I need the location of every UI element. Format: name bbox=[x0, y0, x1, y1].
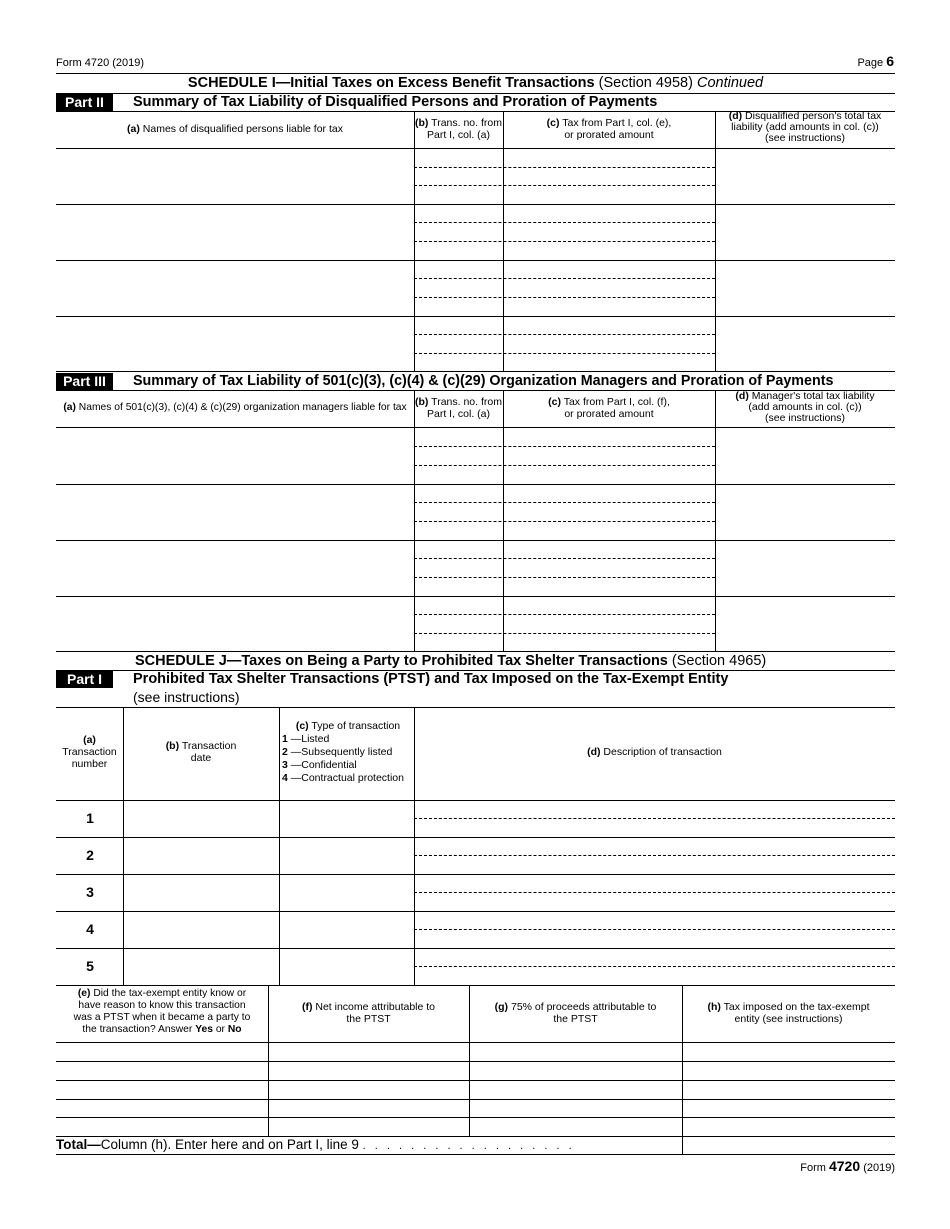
schedule-j-title-bold: SCHEDULE J—Taxes on Being a Party to Prohibited Tax Shelter Transactions bbox=[135, 653, 668, 669]
part2-total-field[interactable] bbox=[716, 261, 894, 316]
part3-total-field[interactable] bbox=[716, 541, 894, 596]
part2-name-field[interactable] bbox=[57, 317, 413, 371]
part2-col-b-header: (b) Trans. no. from Part I, col. (a) bbox=[415, 117, 502, 141]
part2-total-field[interactable] bbox=[716, 317, 894, 371]
transaction-type-field[interactable] bbox=[280, 838, 413, 873]
tax-imposed-field[interactable] bbox=[683, 1043, 894, 1060]
partj1-col-d-header: (d) Description of transaction bbox=[587, 746, 722, 758]
net-income-field[interactable] bbox=[269, 1043, 468, 1060]
answer-yes-no-field[interactable] bbox=[57, 1043, 267, 1060]
partj1-col-b-header: (b) Transaction date bbox=[165, 740, 237, 764]
part3-name-field[interactable] bbox=[57, 541, 413, 596]
total-column-h-field[interactable] bbox=[683, 1137, 894, 1153]
transaction-date-field[interactable] bbox=[124, 801, 278, 836]
page-label: Page bbox=[857, 57, 884, 69]
transaction-type-field[interactable] bbox=[280, 912, 413, 947]
schedule-i-section: (Section 4958) bbox=[598, 75, 693, 91]
partj1-col-f-header: (f) Net income attributable to the PTST bbox=[301, 1001, 436, 1025]
part3-total-field[interactable] bbox=[716, 485, 894, 540]
part3-total-field[interactable] bbox=[716, 428, 894, 484]
schedule-i-title-bold: SCHEDULE I—Initial Taxes on Excess Benefit Transactions bbox=[187, 75, 595, 91]
part2-total-field[interactable] bbox=[716, 205, 894, 260]
total-label: Total— bbox=[56, 1137, 101, 1152]
part3-col-d-header: (d) Manager's total tax liability (add amounts in col. (c)) (see instructions) bbox=[735, 390, 875, 424]
transaction-date-field[interactable] bbox=[124, 838, 278, 873]
row-number: 5 bbox=[86, 958, 94, 974]
schedule-i-title bbox=[56, 75, 895, 92]
proceeds-field[interactable] bbox=[470, 1043, 681, 1060]
page-number bbox=[820, 53, 894, 69]
transaction-type-field[interactable] bbox=[280, 801, 413, 836]
footer-form-ref: Form 4720 (2019) bbox=[800, 1158, 895, 1174]
total-line bbox=[56, 1137, 575, 1154]
part3-name-field[interactable] bbox=[57, 428, 413, 484]
page-number-value: 6 bbox=[886, 53, 894, 69]
row-number: 2 bbox=[86, 847, 94, 863]
total-text: Column (h). Enter here and on Part I, line 9 bbox=[100, 1137, 359, 1152]
partj1-col-c-header: (c) Type of transaction 1 —Listed 2 —Subsequently listed 3 —Confidential 4 —Contractual protection bbox=[282, 720, 404, 784]
part3-total-field[interactable] bbox=[716, 597, 894, 651]
total-dots: . . . . . . . . . . . . . . . . . . bbox=[362, 1140, 575, 1152]
part2-col-d-header: (d) Disqualified person's total tax liability (add amounts in col. (c)) (see instructions) bbox=[728, 110, 882, 144]
part2-name-field[interactable] bbox=[57, 205, 413, 260]
row-number: 1 bbox=[86, 810, 94, 826]
part3-badge: Part III bbox=[56, 373, 113, 390]
part3-title: Summary of Tax Liability of 501(c)(3), (c)(4) & (c)(29) Organization Managers and Proration of Payments bbox=[133, 373, 834, 389]
schedule-i-continued: Continued bbox=[696, 75, 764, 91]
part2-name-field[interactable] bbox=[57, 149, 413, 204]
part2-col-c-header: (c) Tax from Part I, col. (e), or prorated amount bbox=[546, 117, 672, 141]
partj1-badge: Part I bbox=[56, 671, 113, 688]
schedule-j-section: (Section 4965) bbox=[671, 653, 767, 669]
transaction-type-field[interactable] bbox=[280, 949, 413, 984]
partj1-col-a-header: (a) Transaction number bbox=[62, 734, 117, 770]
part2-total-field[interactable] bbox=[716, 149, 894, 204]
transaction-type-field[interactable] bbox=[280, 875, 413, 910]
part3-col-b-header: (b) Trans. no. from Part I, col. (a) bbox=[415, 396, 502, 420]
rule bbox=[56, 707, 895, 708]
row-number: 3 bbox=[86, 884, 94, 900]
part2-title: Summary of Tax Liability of Disqualified Persons and Proration of Payments bbox=[133, 94, 658, 110]
partj1-title: Prohibited Tax Shelter Transactions (PTST) and Tax Imposed on the Tax-Exempt Entity bbox=[133, 671, 729, 687]
schedule-j-title bbox=[135, 653, 766, 670]
row-number: 4 bbox=[86, 921, 94, 937]
part3-name-field[interactable] bbox=[57, 485, 413, 540]
transaction-date-field[interactable] bbox=[124, 912, 278, 947]
part2-badge: Part II bbox=[56, 94, 113, 111]
form-ref: Form 4720 (2019) bbox=[56, 57, 145, 69]
transaction-date-field[interactable] bbox=[124, 949, 278, 984]
part2-name-field[interactable] bbox=[57, 261, 413, 316]
partj1-col-g-header: (g) 75% of proceeds attributable to the PTST bbox=[494, 1001, 657, 1025]
partj1-subtitle: (see instructions) bbox=[133, 689, 240, 705]
part2-col-a-header: (a) Names of disqualified persons liable for tax bbox=[127, 123, 343, 135]
part3-col-c-header: (c) Tax from Part I, col. (f), or prorated amount bbox=[548, 396, 670, 420]
header-rule bbox=[56, 73, 895, 74]
transaction-date-field[interactable] bbox=[124, 875, 278, 910]
part3-col-a-header: (a) Names of 501(c)(3), (c)(4) & (c)(29) organization managers liable for tax bbox=[63, 402, 407, 413]
partj1-col-e-header: (e) Did the tax-exempt entity know or have reason to know this transaction was a PTST when it became a party to the transaction? Answer Yes or No bbox=[73, 988, 251, 1035]
part3-name-field[interactable] bbox=[57, 597, 413, 651]
partj1-col-h-header: (h) Tax imposed on the tax-exempt entity (see instructions) bbox=[707, 1001, 870, 1025]
